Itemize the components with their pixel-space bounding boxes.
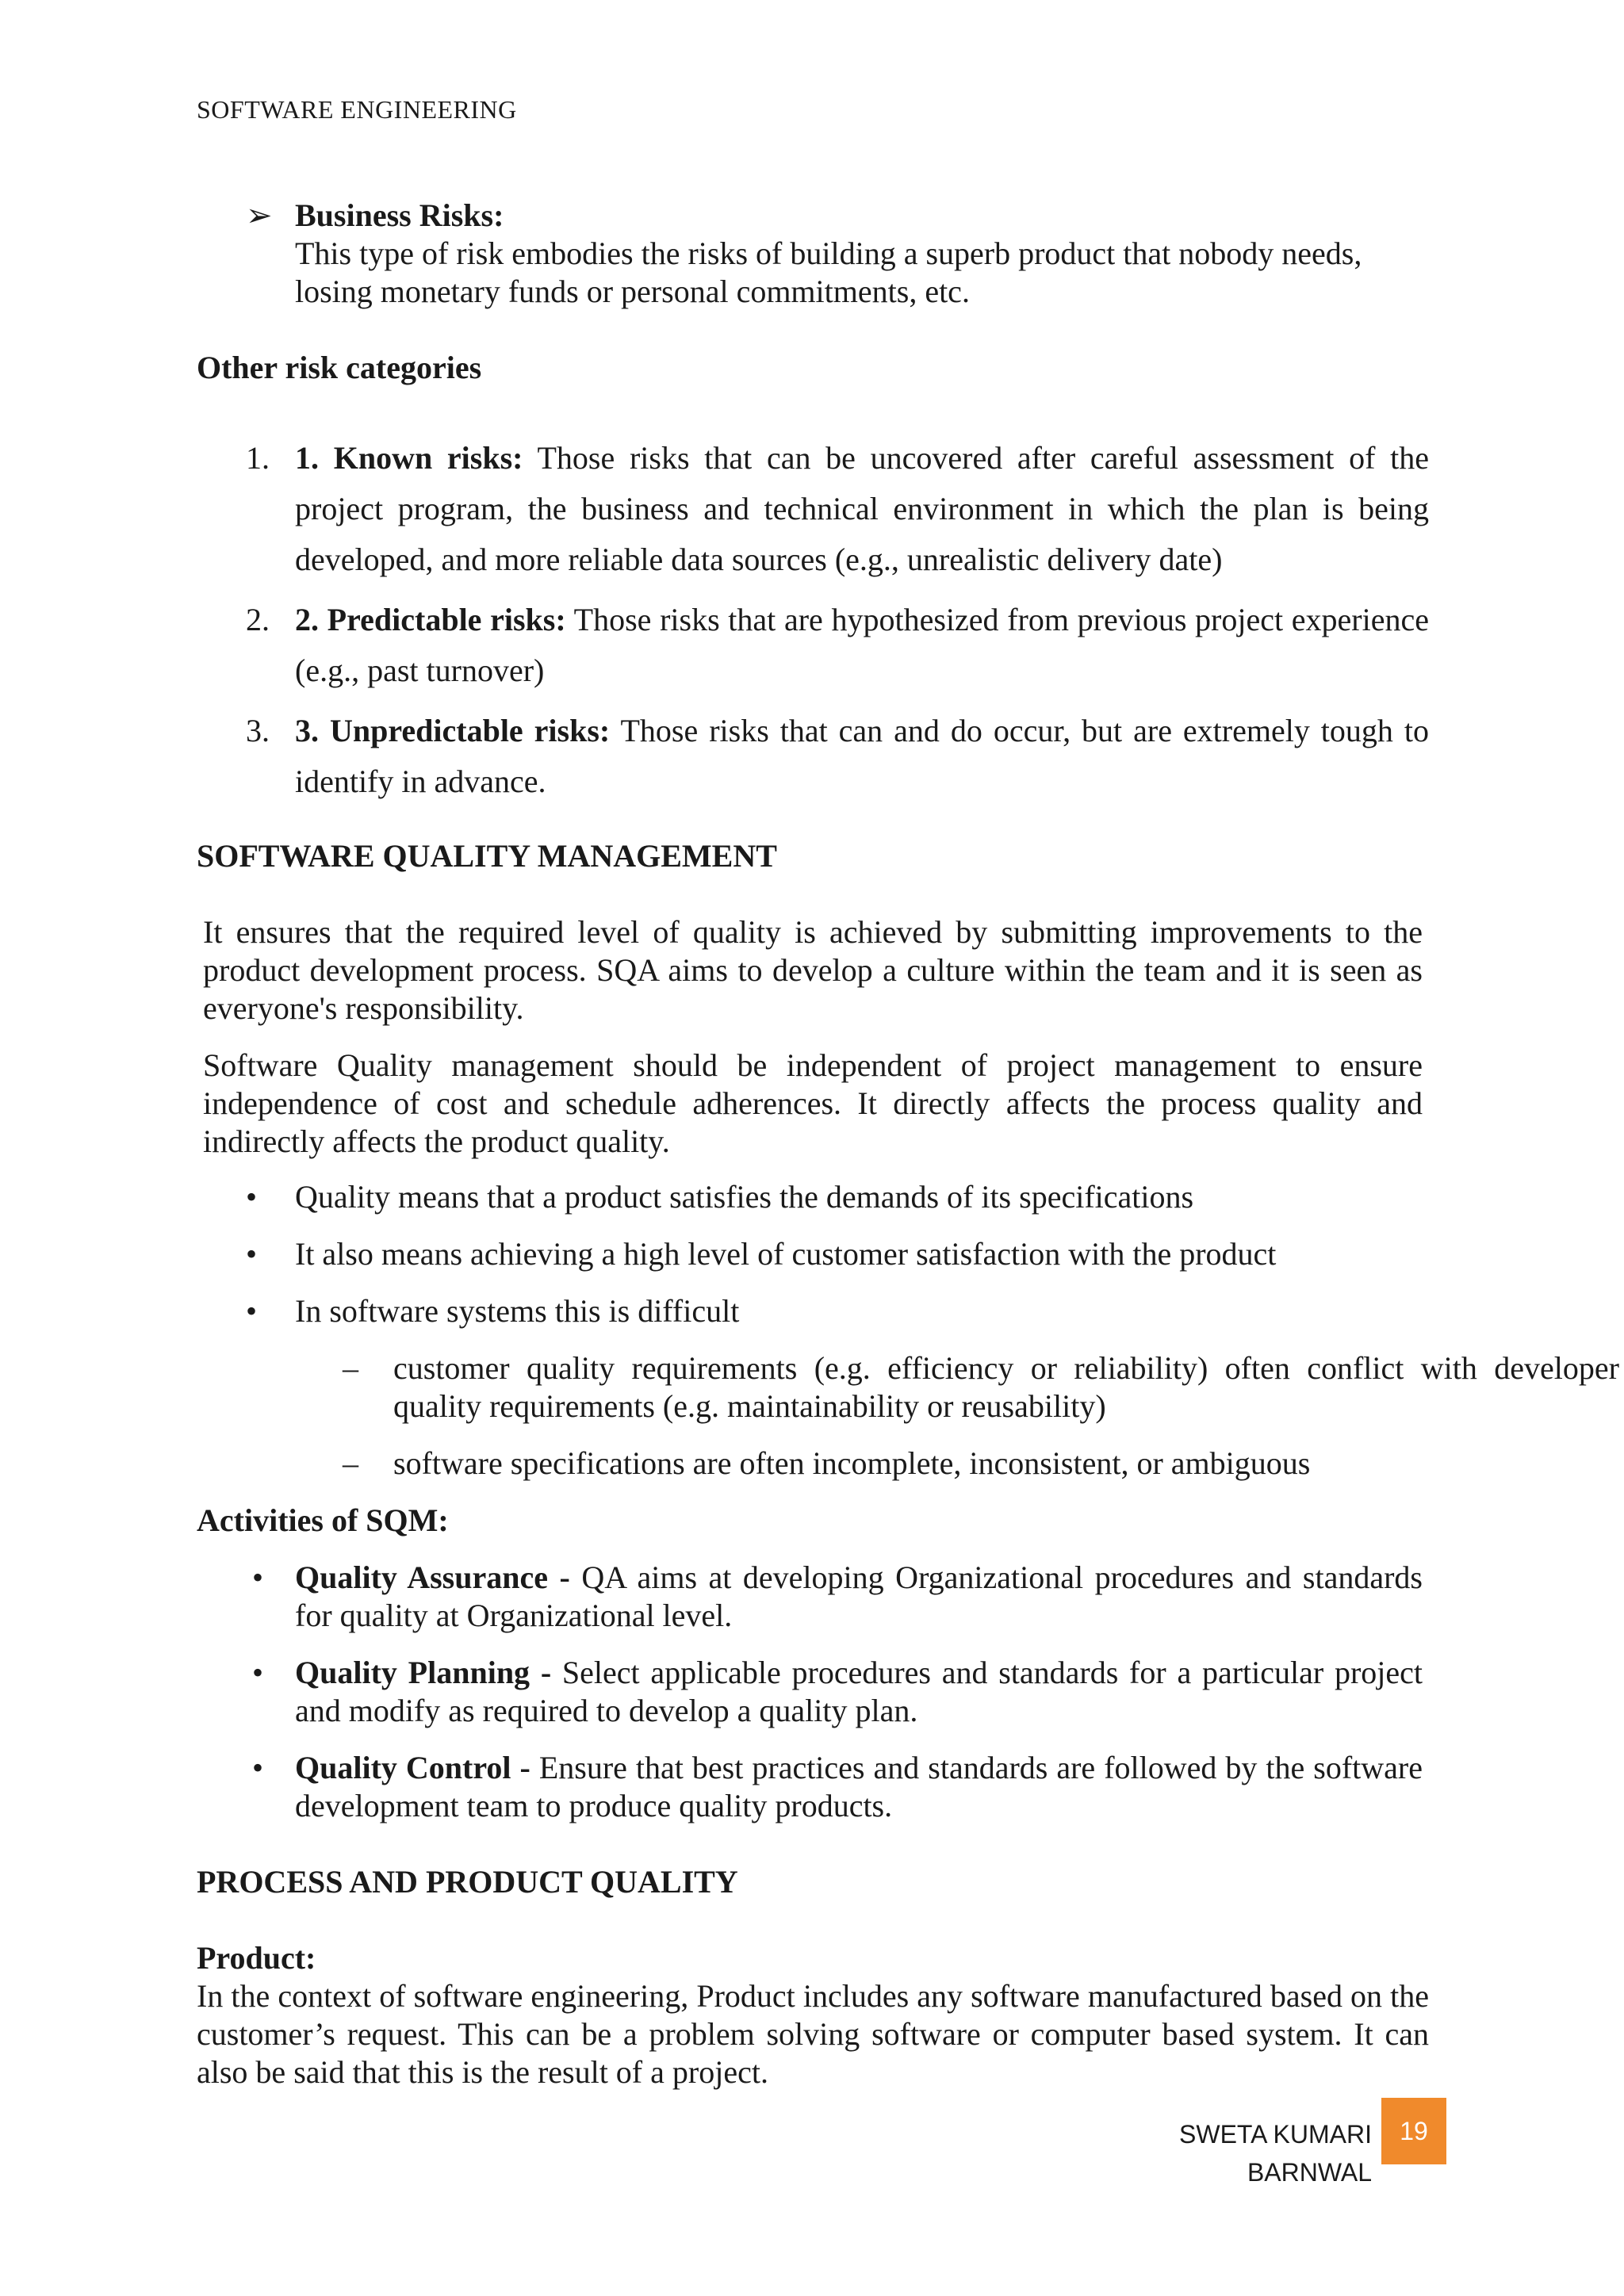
list-item [197, 1178, 1429, 1216]
activities-heading: Activities of SQM: [197, 1502, 449, 1538]
sub-bullet-text: software specifications are often incomplete, inconsistent, or ambiguous [393, 1445, 1311, 1481]
bullet-icon: • [252, 1655, 264, 1690]
activity-description: Select applicable procedures and standards for a particular project and modify as required to develop a quality plan. [295, 1655, 1423, 1728]
list-item [197, 1654, 1423, 1730]
ppq-heading: PROCESS AND PRODUCT QUALITY [197, 1864, 738, 1900]
activity-term: Quality Control - [295, 1750, 530, 1785]
bullet-text: Quality means that a product satisfies the demands of its specifications [295, 1179, 1194, 1215]
page-number-badge: 19 [1381, 2098, 1446, 2164]
risk-categories-list [197, 433, 1429, 817]
list-item [197, 433, 1429, 585]
business-risks-item [246, 197, 1429, 311]
sub-list-item [197, 1349, 1619, 1425]
activity-term: Quality Planning - [295, 1655, 552, 1690]
bullet-text: In software systems this is difficult [295, 1293, 740, 1329]
risk-description: Those risks that can and do occur, but are extremely tough to identify in advance. [295, 713, 1429, 799]
list-item [197, 595, 1429, 696]
arrow-bullet-icon: ➢ [246, 197, 273, 233]
risk-term: 2. Predictable risks: [295, 602, 566, 637]
sqm-paragraph-1: It ensures that the required level of quality is achieved by submitting improvements to the product development process. SQA aims to develop a culture within the team and it is seen as everyone's responsibility. [203, 914, 1423, 1026]
activities-list [197, 1559, 1423, 1844]
bullet-icon: • [252, 1559, 264, 1595]
sub-list-item [197, 1445, 1619, 1483]
risk-description: Those risks that can be uncovered after careful assessment of the project program, the business and technical environment in which the plan is being developed, and more reliable data sources (e.g., unrealistic delivery date) [295, 440, 1430, 577]
list-item [197, 1292, 1429, 1330]
risk-description: Those risks that are hypothesized from previous project experience (e.g., past turnover) [295, 602, 1429, 688]
list-item [197, 1235, 1429, 1273]
bullet-icon: • [252, 1750, 264, 1785]
other-risks-heading: Other risk categories [197, 350, 482, 385]
bullet-icon: • [246, 1293, 258, 1329]
sqm-heading: SOFTWARE QUALITY MANAGEMENT [197, 838, 777, 874]
product-heading: Product: [197, 1940, 316, 1976]
activity-term: Quality Assurance - [295, 1559, 570, 1595]
risk-term: 3. Unpredictable risks: [295, 713, 611, 748]
sub-bullet-text: customer quality requirements (e.g. efficiency or reliability) often conflict with developer quality requirements (e.g. maintainability or reusability) [393, 1350, 1619, 1424]
list-item [197, 1559, 1423, 1635]
quality-bullet-list [197, 1178, 1619, 1502]
dash-bullet-icon: – [343, 1350, 358, 1386]
product-paragraph: In the context of software engineering, Product includes any software manufactured based on the customer’s request. This can be a problem solving software or computer based system. It can also be said that this is the result of a project. [197, 1978, 1429, 2090]
bullet-icon: • [246, 1179, 258, 1215]
risk-term: 1. Known risks: [295, 440, 523, 476]
list-number: 2. [246, 602, 270, 637]
business-risks-heading: Business Risks: [295, 197, 504, 233]
bullet-icon: • [246, 1236, 258, 1272]
sqm-paragraph-2: Software Quality management should be independent of project management to ensure independence of cost and schedule adherences. It directly affects the process quality and indirectly affects the product quality. [203, 1047, 1423, 1159]
business-risks-text: This type of risk embodies the risks of building a superb product that nobody needs, losing monetary funds or personal commitments, etc. [295, 235, 1362, 309]
running-header: SOFTWARE ENGINEERING [197, 95, 517, 124]
dash-bullet-icon: – [343, 1445, 358, 1481]
list-number: 1. [246, 440, 270, 476]
footer-author: SWETA KUMARI BARNWAL [1179, 2120, 1372, 2187]
list-number: 3. [246, 713, 270, 748]
list-item [197, 706, 1429, 807]
list-item [197, 1749, 1423, 1825]
activity-description: Ensure that best practices and standards are followed by the software development team to produce quality products. [295, 1750, 1423, 1823]
activity-description: QA aims at developing Organizational procedures and standards for quality at Organizational level. [295, 1559, 1423, 1633]
bullet-text: It also means achieving a high level of customer satisfaction with the product [295, 1236, 1277, 1272]
